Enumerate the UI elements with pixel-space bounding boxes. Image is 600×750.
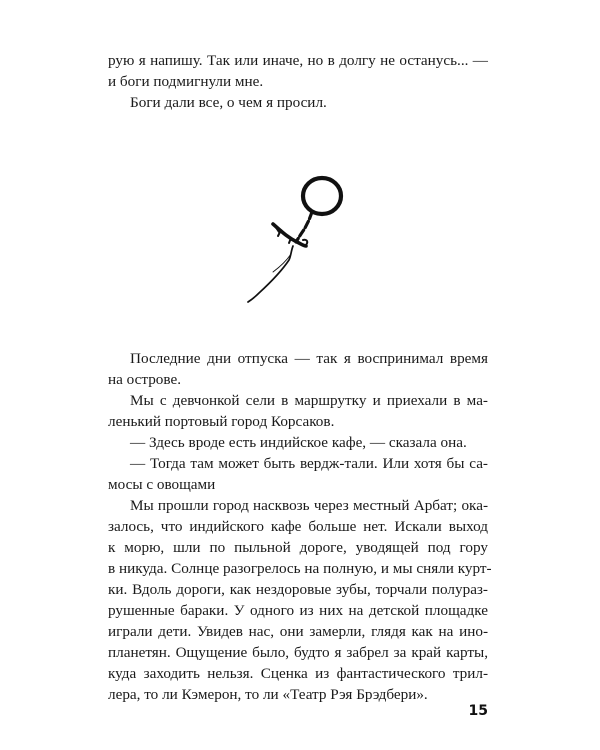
- bottom-text-block: [108, 348, 492, 705]
- text-line: рую я напишу. Так или иначе, но в долгу не останусь... —: [108, 52, 488, 69]
- text-line: куда заходить нельзя. Сценка из фантастического трил-: [108, 665, 488, 682]
- top-text-block: [108, 50, 488, 113]
- text-line: ки. Вдоль дороги, как нездоровые зубы, торчали полураз-: [108, 581, 488, 598]
- text-line: рушенные бараки. У одного из них на детской площадке: [108, 602, 488, 619]
- text-line: в никуда. Солнце разогрелось на полную, и мы сняли курт-: [108, 560, 492, 577]
- text-line: — Тогда там может быть вердж-тали. Или хотя бы са-: [130, 455, 488, 472]
- text-line: на острове.: [108, 371, 182, 388]
- text-line: мосы с овощами: [108, 476, 216, 493]
- page-number: 15: [468, 703, 488, 719]
- text-line: к морю, шли по пыльной дороге, уводящей под гору: [108, 539, 488, 556]
- text-line: — Здесь вроде есть индийское кафе, — сказала она.: [130, 434, 467, 451]
- ink-drawn-venus-symbol-icon: [245, 168, 370, 308]
- text-line: Мы прошли город насквозь через местный Арбат; ока-: [130, 497, 488, 514]
- text-line: Мы с девчонкой сели в маршрутку и приехали в ма-: [130, 392, 488, 409]
- text-line: планетян. Ощущение было, будто я забрел за край карты,: [108, 644, 488, 661]
- text-line: ленький портовый город Корсаков.: [108, 413, 335, 430]
- text-line: Последние дни отпуска — так я воспринимал время: [130, 350, 488, 367]
- text-line: Боги дали все, о чем я просил.: [130, 94, 327, 111]
- text-line: играли дети. Увидев нас, они замерли, глядя как на ино-: [108, 623, 488, 640]
- text-line: залось, что индийского кафе больше нет. Искали выход: [108, 518, 488, 535]
- text-line: лера, то ли Кэмерон, то ли «Театр Рэя Брэдбери».: [108, 686, 428, 703]
- text-line: и боги подмигнули мне.: [108, 73, 264, 90]
